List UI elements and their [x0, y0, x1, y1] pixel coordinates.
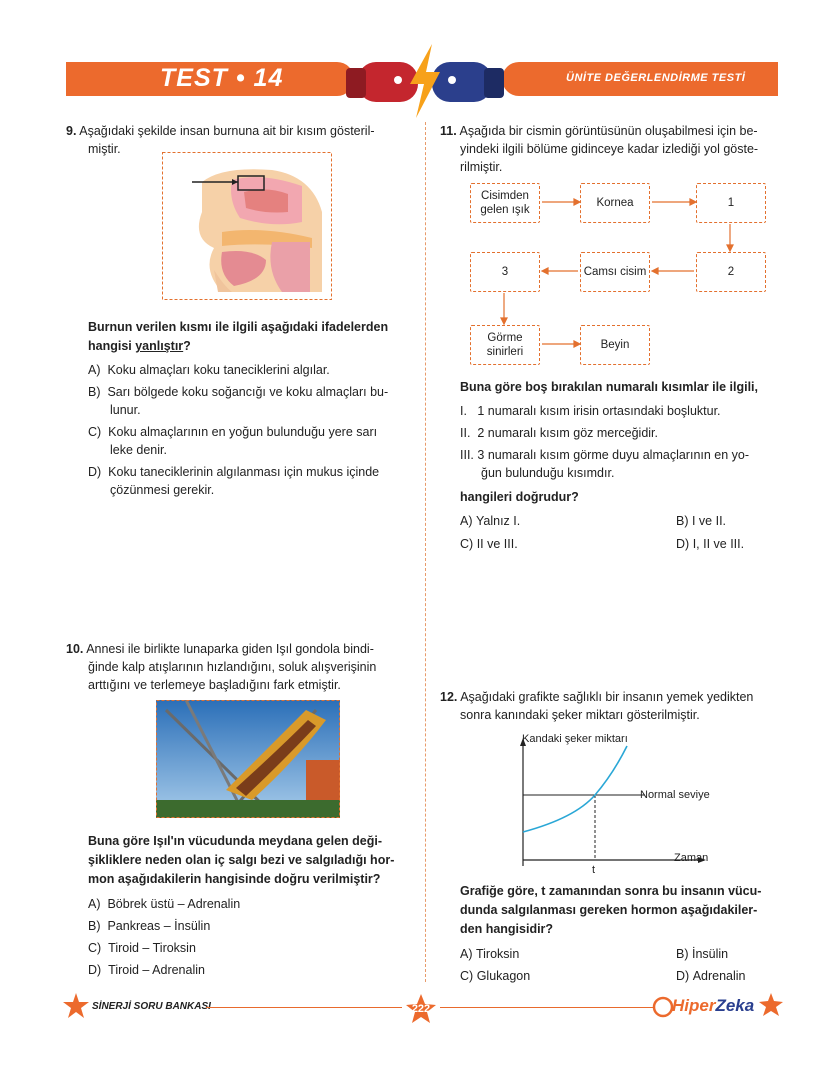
- q9-option-b-line2: lunur.: [110, 403, 141, 417]
- brand-logo: HiperZeka: [672, 996, 755, 1015]
- q11-option-c[interactable]: C) II ve III.: [460, 537, 518, 551]
- diagram-box-light: Cisimden gelen ışık: [470, 183, 540, 223]
- q10-option-a[interactable]: A) Böbrek üstü – Adrenalin: [88, 897, 241, 911]
- footer-line-left: [206, 1007, 402, 1008]
- q12-option-a[interactable]: A) Tiroksin: [460, 947, 520, 961]
- q10-option-c[interactable]: C) Tiroid – Tiroksin: [88, 941, 196, 955]
- q12-stem-line2: sonra kanındaki şeker miktarı gösterilmiştir.: [460, 708, 700, 722]
- q11-statement-2: II. 2 numaralı kısım göz merceğidir.: [460, 426, 658, 440]
- q12-question-line1: Grafiğe göre, t zamanından sonra bu insanın vücu-: [460, 884, 762, 898]
- q11-statement-1: I. 1 numaralı kısım irisin ortasındaki boşluktur.: [460, 404, 721, 418]
- t-tick-label: t: [592, 864, 596, 876]
- boxing-gloves-icon: [340, 40, 510, 120]
- diagram-box-3: 3: [470, 252, 540, 292]
- q9-option-b[interactable]: B) Sarı bölgede koku soğancığı ve koku almaçları bu-: [88, 385, 389, 399]
- q11-statement-3: III. 3 numaralı kısım görme duyu almaçlarının en yo-: [460, 448, 750, 462]
- q12-question-line3: den hangisidir?: [460, 922, 554, 936]
- diagram-box-1: 1: [696, 183, 766, 223]
- q9-underlined-word: yanlıştır: [135, 339, 184, 353]
- q11-stem-line3: rilmiştir.: [460, 160, 503, 174]
- star-icon-right: [758, 992, 784, 1018]
- q11-stem-line2: yindeki ilgili bölüme gidinceye kadar izlediği yol göste-: [460, 142, 759, 156]
- diagram-box-brain: Beyin: [580, 325, 650, 365]
- q11-stem: 11. Aşağıda bir cismin görüntüsünün oluşabilmesi için be-: [440, 124, 758, 138]
- q12-stem: 12. Aşağıdaki grafikte sağlıklı bir insanın yemek yedikten: [440, 690, 754, 704]
- diagram-box-2: 2: [696, 252, 766, 292]
- hiperzeka-logo-icon: [652, 996, 674, 1018]
- diagram-box-cornea: Kornea: [580, 183, 650, 223]
- q9-option-d[interactable]: D) Koku taneciklerinin algılanması için mukus içinde: [88, 465, 380, 479]
- test-title: TEST • 14: [160, 64, 284, 92]
- q9-question-line2: hangisi yanlıştır?: [88, 339, 191, 353]
- footer-line-right: [440, 1007, 654, 1008]
- q10-option-d[interactable]: D) Tiroid – Adrenalin: [88, 963, 205, 977]
- nose-anatomy-figure: [162, 152, 332, 300]
- q9-question-line1: Burnun verilen kısmı ile ilgili aşağıdaki ifadelerden: [88, 320, 389, 334]
- diagram-box-optic-nerves: Görme sinirleri: [470, 325, 540, 365]
- q11-option-d[interactable]: D) I, II ve III.: [676, 537, 745, 551]
- page-number: 222: [411, 1003, 431, 1015]
- q9-stem: 9. Aşağıdaki şekilde insan burnuna ait bir kısım gösteril-: [66, 124, 375, 138]
- unit-title: ÜNİTE DEĞERLENDİRME TESTİ: [566, 72, 746, 84]
- q11-option-b[interactable]: B) I ve II.: [676, 514, 727, 528]
- q12-option-d[interactable]: D) Adrenalin: [676, 969, 746, 983]
- q10-question-line2: şikliklere neden olan iç salgı bezi ve salgıladığı hor-: [88, 853, 395, 867]
- q9-option-c[interactable]: C) Koku almaçlarının en yoğun bulunduğu yere sarı: [88, 425, 378, 439]
- q9-option-c-line2: leke denir.: [110, 443, 167, 457]
- q9-option-a[interactable]: A) Koku almaçları koku taneciklerini algılar.: [88, 363, 330, 377]
- q10-stem-line3: arttığını ve terlemeye başladığını fark etmiştir.: [88, 678, 341, 692]
- q11-question-intro: Buna göre boş bırakılan numaralı kısımlar ile ilgili,: [460, 380, 759, 394]
- gondola-ride-photo: [156, 700, 340, 818]
- q11-question-end: hangileri doğrudur?: [460, 490, 579, 504]
- book-title: SİNERJİ SORU BANKASI: [92, 1001, 211, 1012]
- q12-option-b[interactable]: B) İnsülin: [676, 947, 729, 961]
- q10-question-line3: mon aşağıdakilerin hangisinde doğru verilmiştir?: [88, 872, 381, 886]
- q11-option-a[interactable]: A) Yalnız I.: [460, 514, 521, 528]
- q12-question-line2: dunda salgılanması gereken hormon aşağıdakiler-: [460, 903, 758, 917]
- q11-statement-3-line2: ğun bulunduğu kısımdır.: [481, 466, 615, 480]
- y-axis-label: Kandaki şeker miktarı: [522, 733, 628, 745]
- sugar-curve: [523, 746, 627, 832]
- q10-option-b[interactable]: B) Pankreas – İnsülin: [88, 919, 211, 933]
- q9-number: 9.: [66, 124, 77, 138]
- x-axis-label: Zaman: [674, 852, 709, 864]
- q10-stem-line2: ğinde kalp atışlarının hızlandığını, soluk alışverişinin: [88, 660, 377, 674]
- star-icon-left: [62, 992, 90, 1020]
- diagram-box-vitreous: Camsı cisim: [580, 252, 650, 292]
- q9-stem-line2: miştir.: [88, 142, 121, 156]
- q10-question-line1: Buna göre Işıl'ın vücudunda meydana gelen deği-: [88, 834, 382, 848]
- q12-option-c[interactable]: C) Glukagon: [460, 969, 531, 983]
- blood-sugar-chart: [500, 728, 730, 878]
- column-divider: [425, 122, 426, 982]
- q9-option-d-line2: çözünmesi gerekir.: [110, 483, 215, 497]
- normal-level-label: Normal seviye: [640, 789, 710, 801]
- q10-stem: 10. Annesi ile birlikte lunaparka giden Işıl gondola bindi-: [66, 642, 374, 656]
- diagram-arrows: [440, 180, 780, 370]
